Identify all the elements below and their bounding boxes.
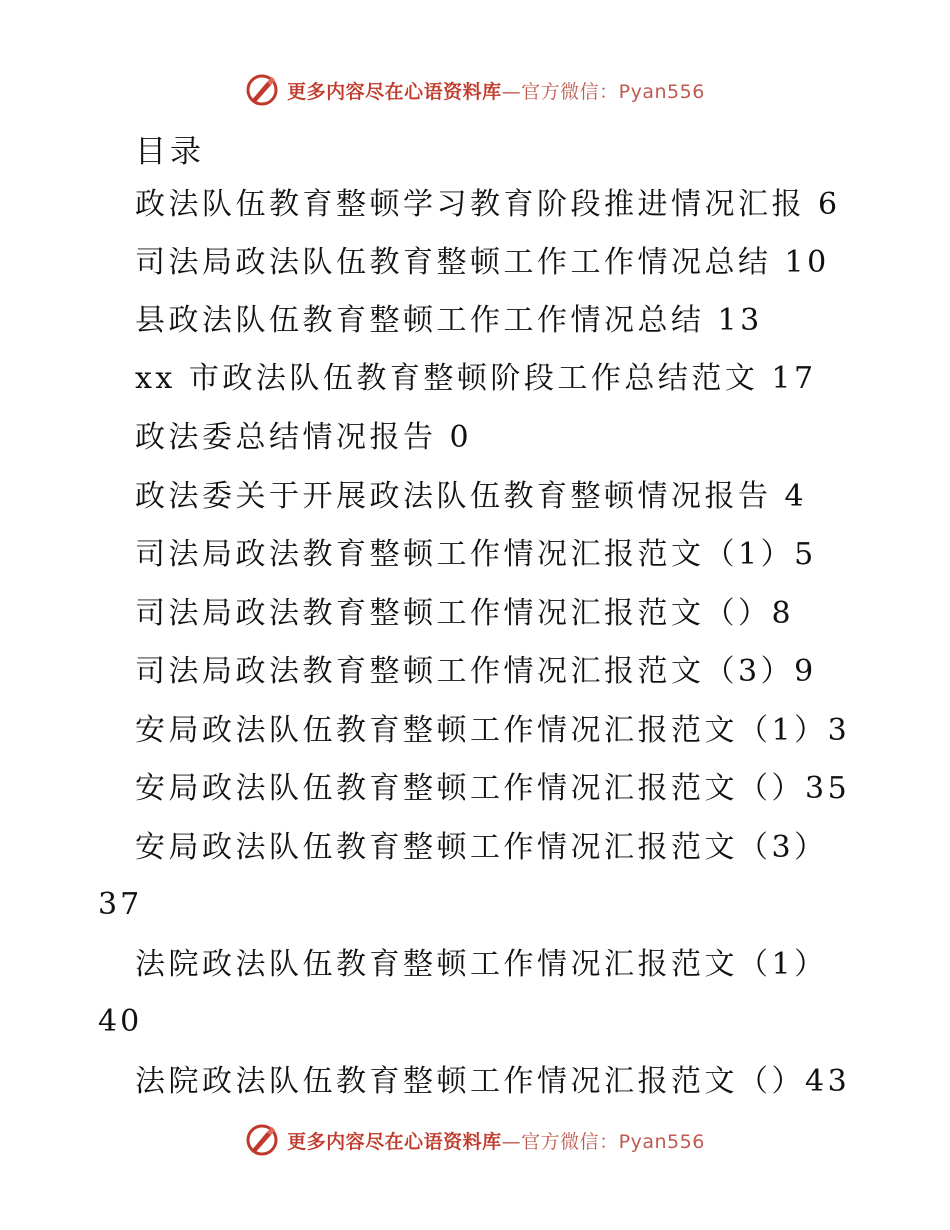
- toc-entry: 安局政法队伍教育整顿工作情况汇报范文（）35: [135, 771, 851, 806]
- toc-entry: 司法局政法教育整顿工作情况汇报范文（1）5: [135, 537, 817, 572]
- banner-text: [287, 1127, 705, 1154]
- toc-entry: xx 市政法队伍教育整顿阶段工作总结范文 17: [135, 361, 817, 396]
- banner-slogan: 更多内容尽在心语资料库: [287, 80, 502, 103]
- banner-contact: 官方微信：Pyan556: [521, 80, 705, 103]
- toc-entry: 司法局政法教育整顿工作情况汇报范文（）8: [135, 596, 795, 631]
- toc-entry: 司法局政法队伍教育整顿工作工作情况总结 10: [135, 245, 830, 280]
- toc-entry: 政法委总结情况报告 0: [135, 420, 473, 455]
- toc-title: 目录: [135, 134, 205, 170]
- pen-logo-icon: [245, 73, 279, 107]
- banner-slogan: 更多内容尽在心语资料库: [287, 1130, 502, 1153]
- toc-entry: 法院政法队伍教育整顿工作情况汇报范文（）43: [135, 1064, 851, 1099]
- toc-entry-page-number: 37: [98, 887, 143, 922]
- toc-entry-page-number: 40: [98, 1004, 143, 1039]
- toc-entry: 安局政法队伍教育整顿工作情况汇报范文（3）: [135, 830, 828, 865]
- toc-entry: 政法队伍教育整顿学习教育阶段推进情况汇报 6: [135, 187, 841, 222]
- banner-text: [287, 77, 705, 104]
- toc-entry: 安局政法队伍教育整顿工作情况汇报范文（1）3: [135, 713, 851, 748]
- toc-entry: 县政法队伍教育整顿工作工作情况总结 13: [135, 303, 763, 338]
- banner-contact: 官方微信：Pyan556: [521, 1130, 705, 1153]
- banner-separator: —: [501, 80, 522, 103]
- banner-separator: —: [501, 1130, 522, 1153]
- toc-entry: 政法委关于开展政法队伍教育整顿情况报告 4: [135, 479, 808, 514]
- footer-banner: [0, 1120, 950, 1160]
- toc-entry: 法院政法队伍教育整顿工作情况汇报范文（1）: [135, 947, 828, 982]
- pen-logo-icon: [245, 1123, 279, 1157]
- header-banner: [0, 70, 950, 110]
- toc-entry: 司法局政法教育整顿工作情况汇报范文（3）9: [135, 654, 817, 689]
